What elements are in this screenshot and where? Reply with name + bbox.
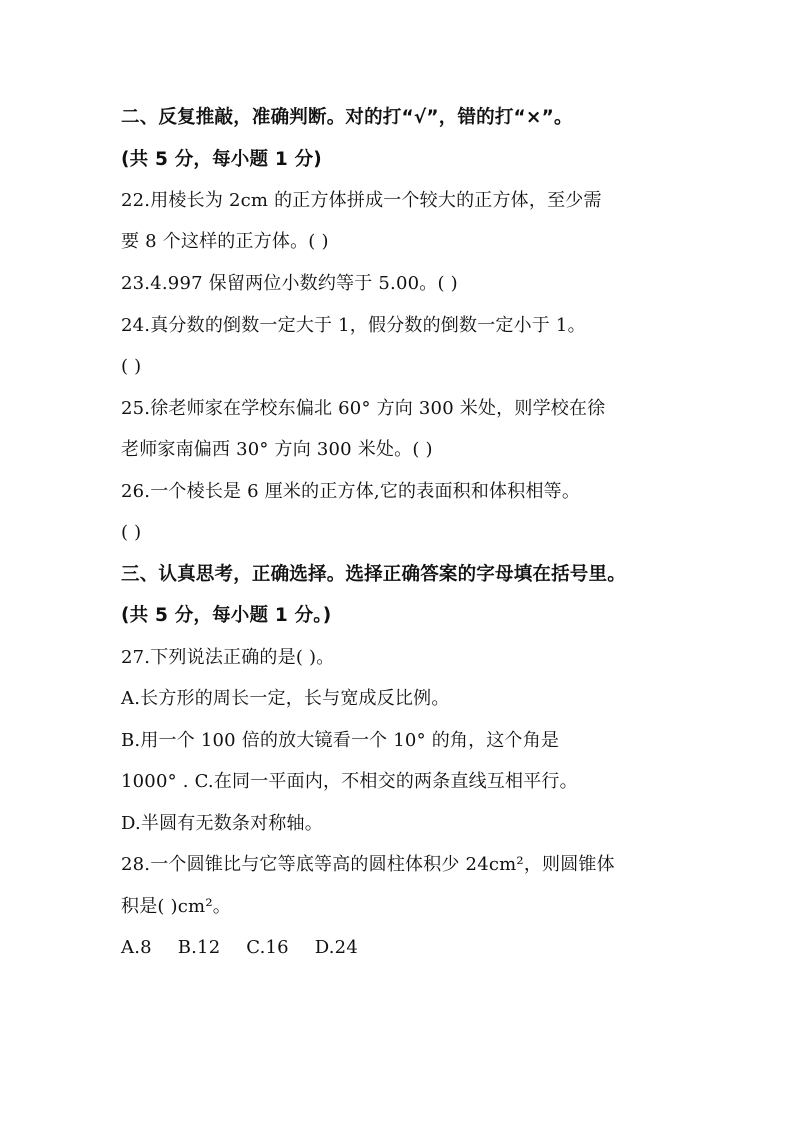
question-28-option-a: A.8: [121, 937, 152, 958]
question-26-line-2: ( ): [121, 522, 142, 543]
question-24-line-1: 24.真分数的倒数一定大于 1，假分数的倒数一定小于 1。: [121, 315, 586, 336]
section-3-note: (共 5 分，每小题 1 分。): [121, 605, 332, 626]
question-25-line-2: 老师家南偏西 30° 方向 300 米处。( ): [121, 439, 433, 460]
question-27-option-b-line-1: B.用一个 100 倍的放大镜看一个 10° 的角，这个角是: [121, 730, 560, 751]
section-2-note: (共 5 分，每小题 1 分): [121, 149, 322, 170]
question-26-line-1: 26.一个棱长是 6 厘米的正方体,它的表面积和体积相等。: [121, 481, 581, 502]
section-2-title: 二、反复推敲，准确判断。对的打“√”，错的打“×”。: [121, 107, 573, 128]
question-23: 23.4.997 保留两位小数约等于 5.00。( ): [121, 273, 458, 294]
question-22-line-1: 22.用棱长为 2cm 的正方体拼成一个较大的正方体，至少需: [121, 190, 602, 211]
question-27-option-b-c: 1000° . C.在同一平面内，不相交的两条直线互相平行。: [121, 771, 578, 792]
question-27-option-a: A.长方形的周长一定，长与宽成反比例。: [121, 688, 450, 709]
question-28-options: [121, 935, 721, 961]
question-27-stem: 27.下列说法正确的是( )。: [121, 647, 335, 668]
question-28-option-d: D.24: [314, 937, 358, 958]
question-28-line-2: 积是( )cm²。: [121, 896, 231, 917]
question-22-line-2: 要 8 个这样的正方体。( ): [121, 231, 329, 252]
question-28-option-c: C.16: [246, 937, 289, 958]
section-3-title: 三、认真思考，正确选择。选择正确答案的字母填在括号里。: [121, 564, 626, 585]
question-27-option-d: D.半圆有无数条对称轴。: [121, 813, 323, 834]
question-28-option-b: B.12: [177, 937, 221, 958]
question-28-line-1: 28.一个圆锥比与它等底等高的圆柱体积少 24cm²，则圆锥体: [121, 854, 615, 875]
question-25-line-1: 25.徐老师家在学校东偏北 60° 方向 300 米处，则学校在徐: [121, 398, 606, 419]
question-24-line-2: ( ): [121, 356, 142, 377]
